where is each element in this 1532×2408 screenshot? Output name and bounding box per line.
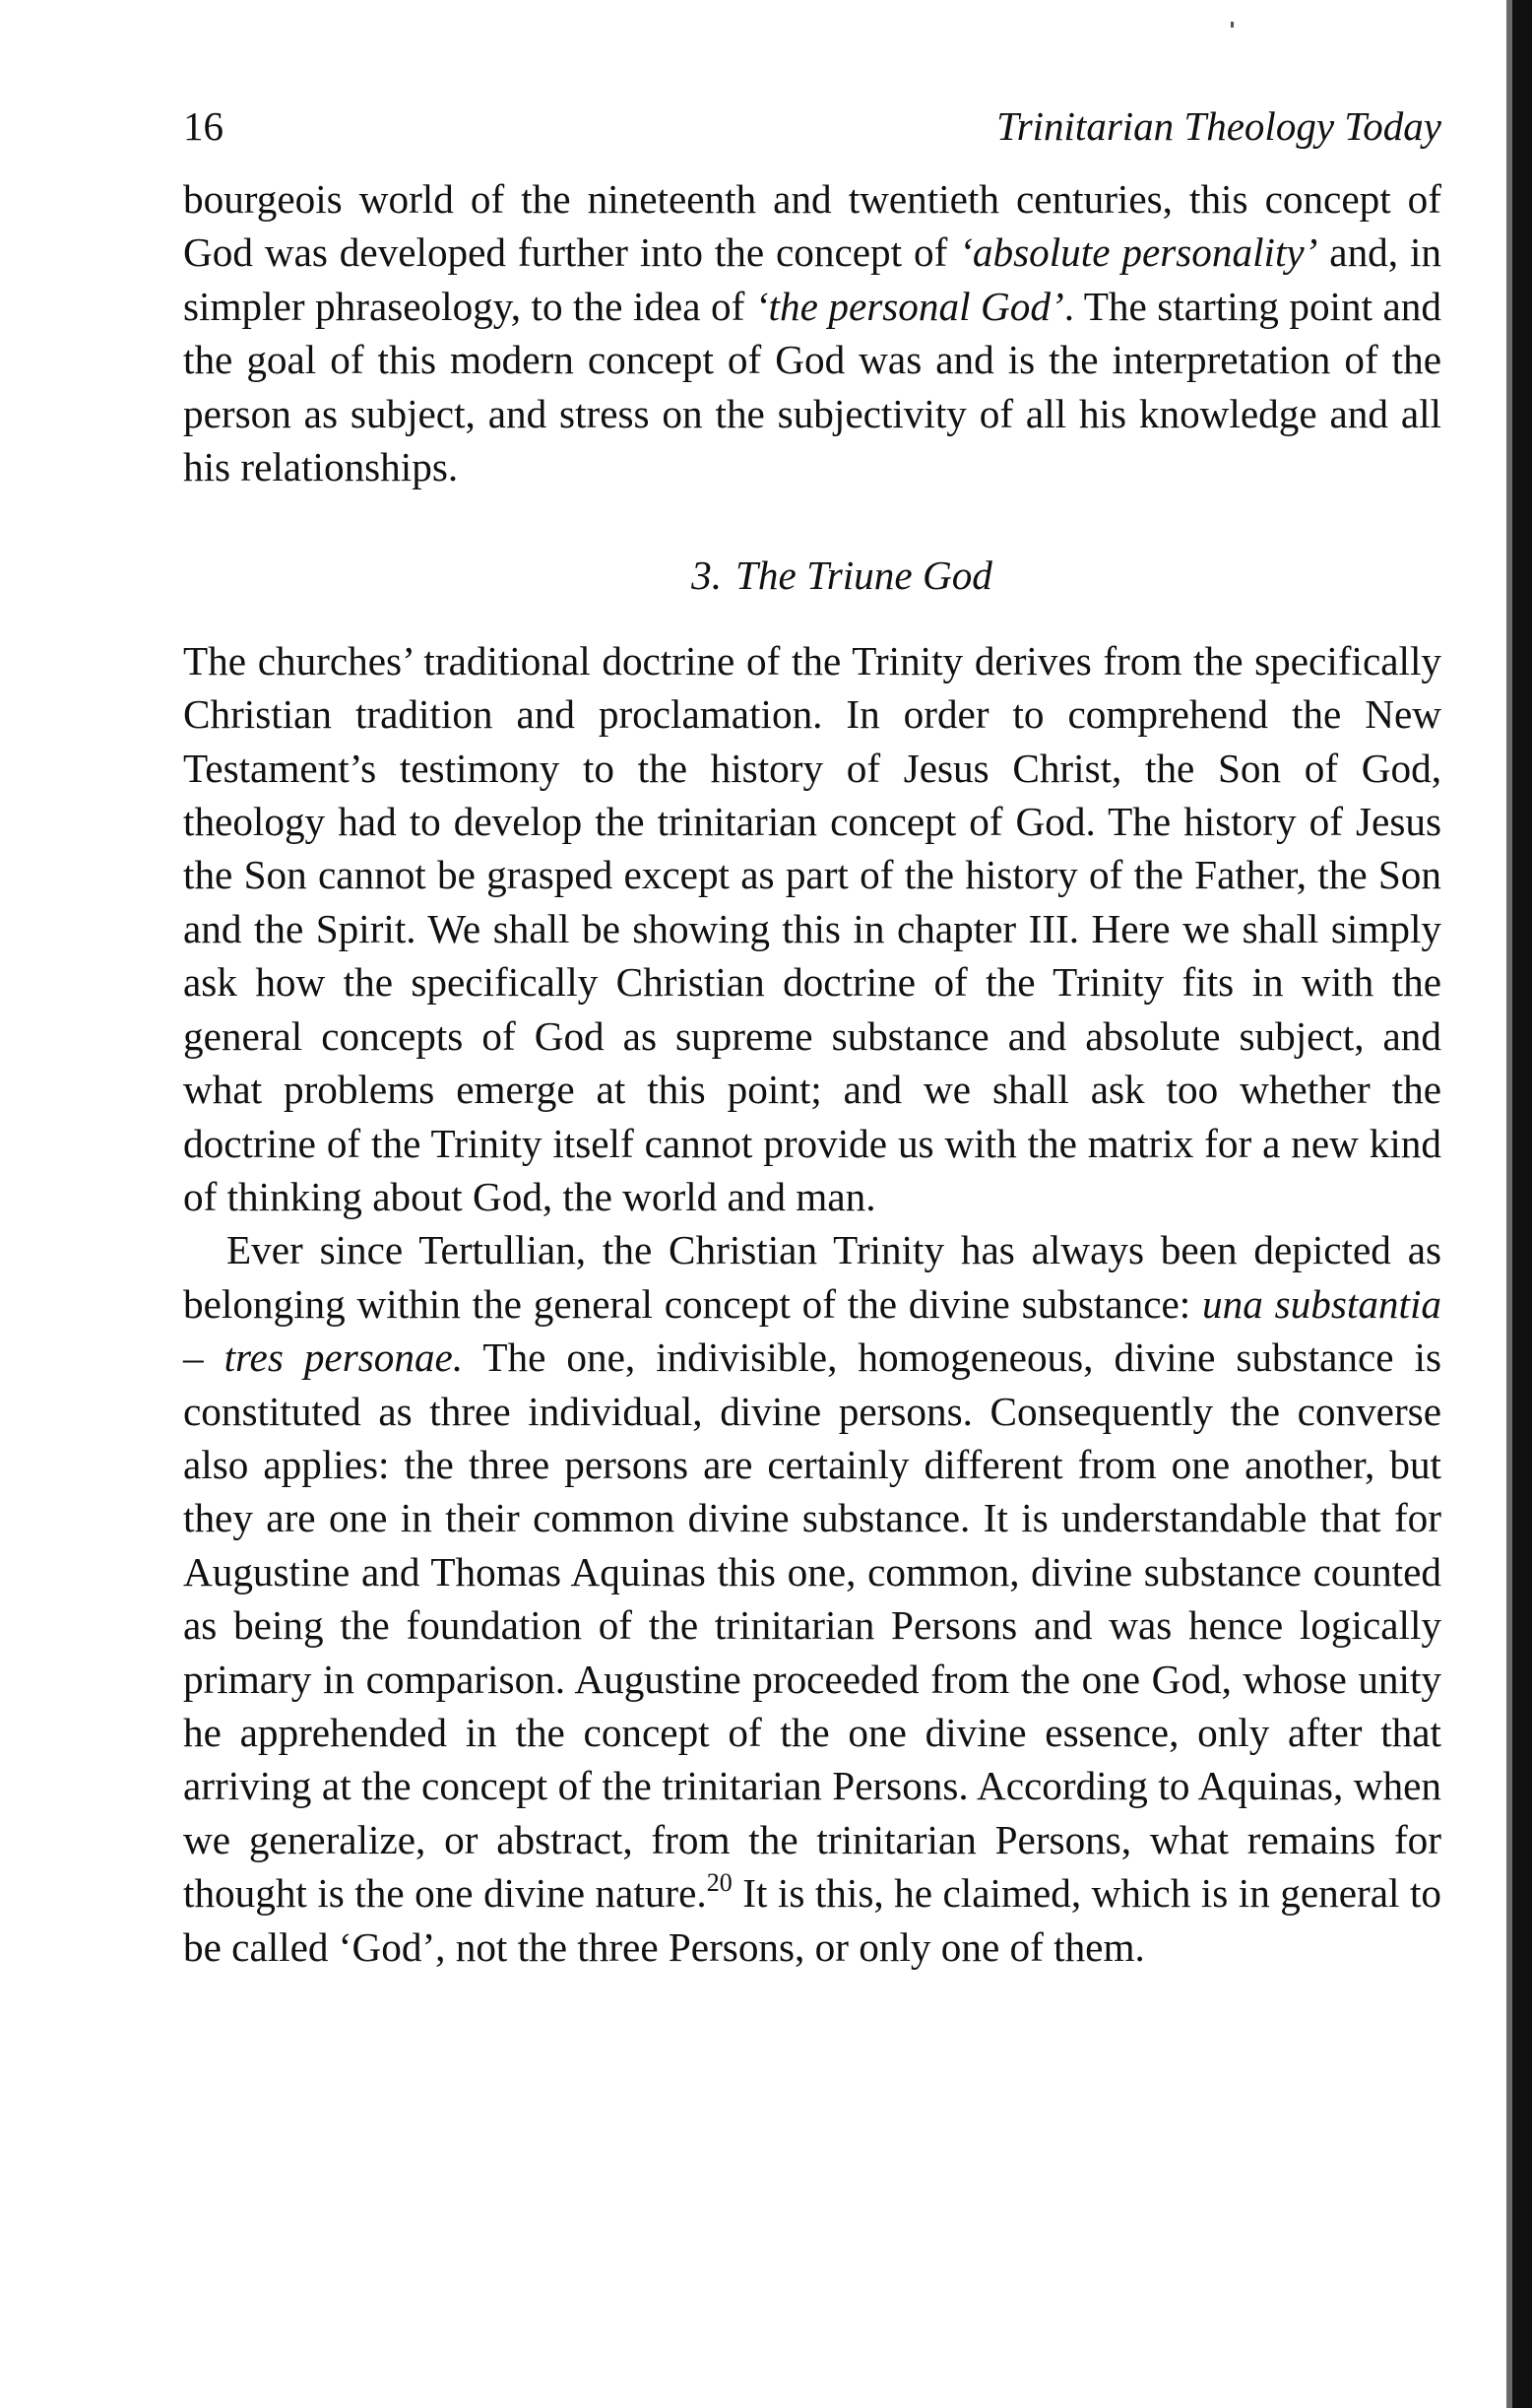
book-title: Trinitarian Theology Today [996,103,1441,149]
paragraph-continued [183,172,1441,493]
section-number: 3. [691,553,722,599]
paragraph [183,1223,1441,1974]
paragraph-text: and, in simpler phraseology, to the idea of [183,229,1441,329]
footnote-ref[interactable]: 20 [706,1868,733,1898]
running-head [183,97,1441,156]
paragraph-text: . The starting point and the goal of this modern concept of God was and is the interpretation of the person as subject, and stress on the subjectivity of all his knowledge and all his relationships. [183,283,1441,490]
section-title: The Triune God [735,553,992,599]
paragraph-text: Ever since Tertullian, the Christian Trinity has always been depicted as belonging within the general concept of the divine substance: [183,1227,1441,1327]
body-text [183,172,1441,1974]
scan-edge-bar [1512,0,1532,2408]
paragraph-text: bourgeois world of the nineteenth and twentieth centuries, this concept of God was developed further into the concept of [183,176,1441,276]
italic-phrase: ‘absolute personality’ [959,229,1318,276]
section-heading [183,493,1441,633]
scan-speck [1231,22,1234,28]
paragraph: The churches’ traditional doctrine of the Trinity derives from the specifically Christian tradition and proclamation. In order to comprehend the New Testament’s testimony to the history of Jesus Christ, the Son of God, theology had to develop the trinitarian concept of God. The history of Jesus the Son cannot be grasped except as part of the history of the Father, the Son and the Spirit. We shall be showing this in chapter III. Here we shall simply ask how the specifically Christian doctrine of the Trinity fits in with the general concepts of God as supreme substance and absolute subject, and what problems emerge at this point; and we shall ask too whether the doctrine of the Trinity itself cannot provide us with the matrix for a new kind of thinking about God, the world and man. [183,637,1441,1219]
page-number: 16 [183,103,223,149]
paragraph-text: It is this, he claimed, which is in general to be called ‘God’, not the three Persons, or only one of them. [183,1870,1441,1970]
italic-phrase: ‘the personal God’ [754,283,1064,329]
italic-phrase: una substantia – tres personae. [183,1280,1441,1381]
paragraph-text: The one, indivisible, homogeneous, divine substance is constituted as three individual, divine persons. Consequently the converse also applies: the three persons are certainly different from one another, but they are one in their common divine substance. It is understandable that for Augustine and Thomas Aquinas this one, common, divine substance counted as being the foundation of the trinitarian Persons and was hence logically primary in comparison. Augustine proceeded from the one God, whose unity he apprehended in the concept of the one divine essence, only after that arriving at the concept of the trinitarian Persons. According to Aquinas, when we generalize, or abstract, from the trinitarian Persons, what remains for thought is the one divine nature. [183,1334,1441,1917]
